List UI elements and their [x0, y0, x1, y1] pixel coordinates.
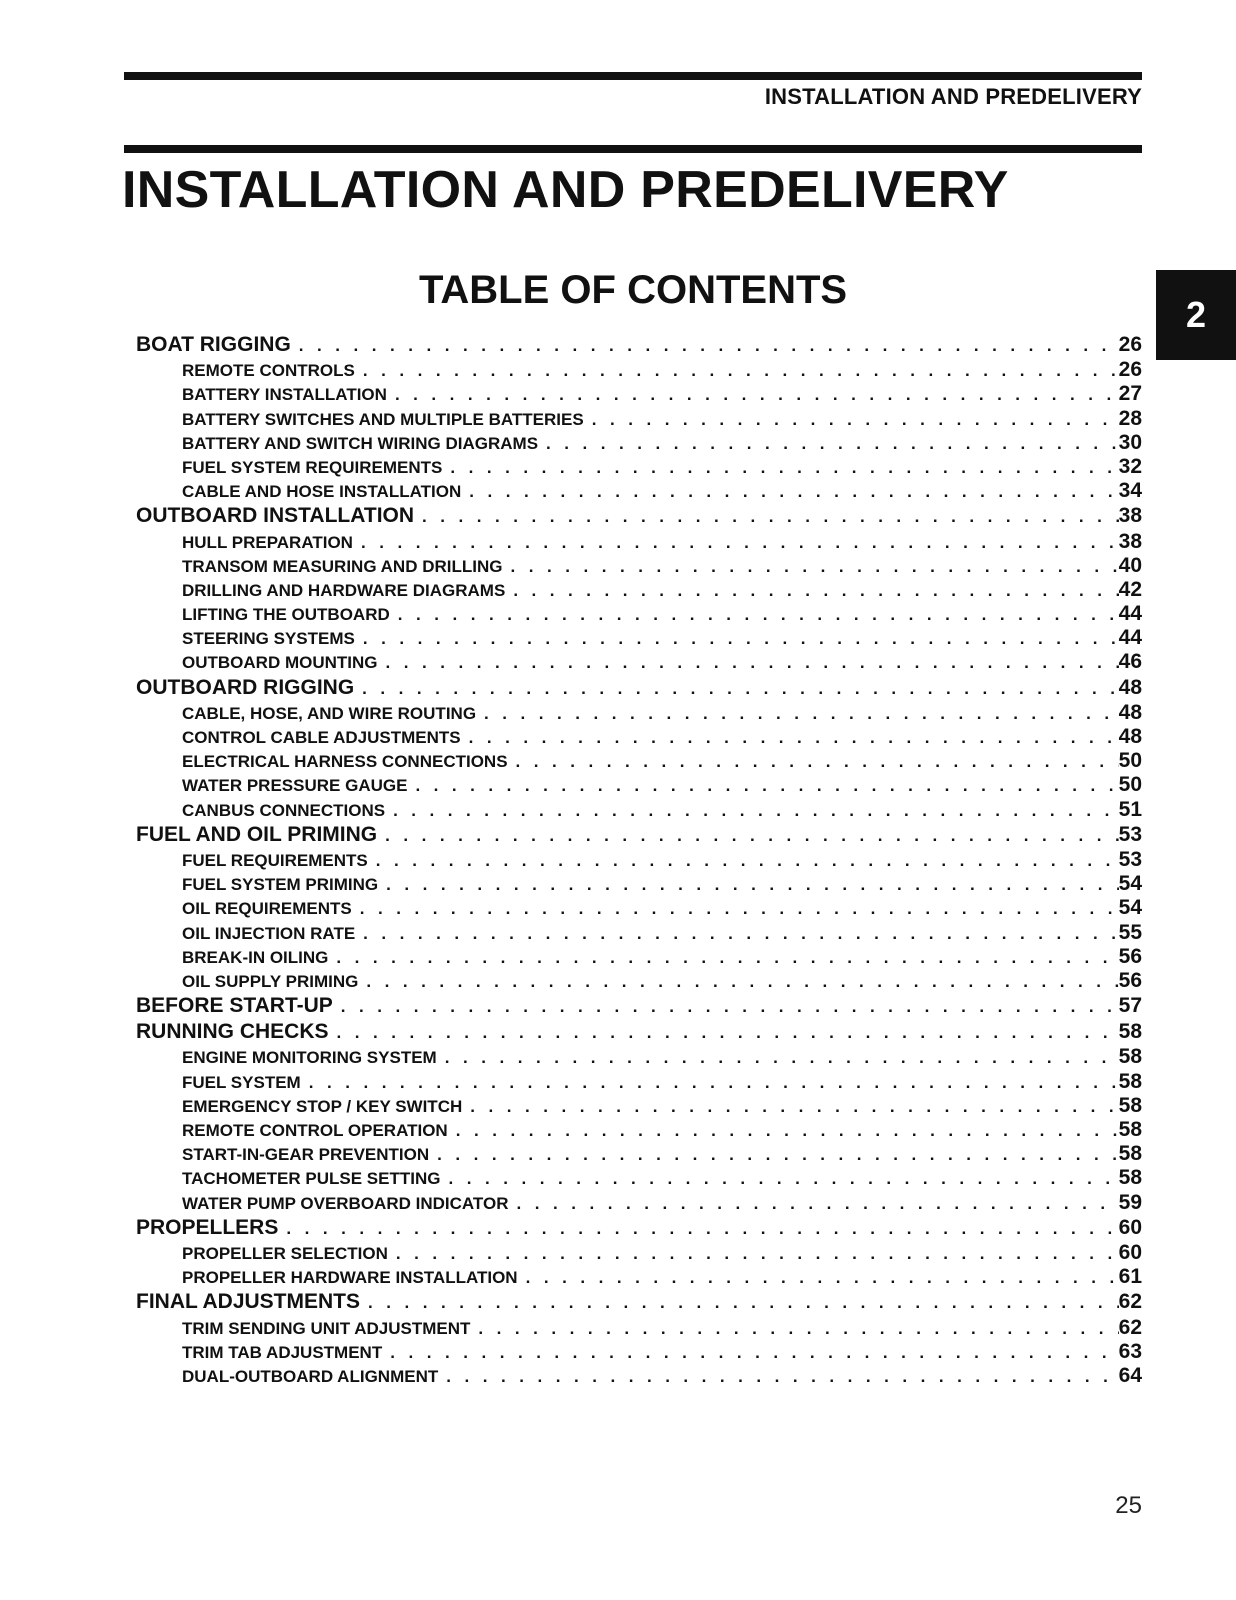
toc-subsection-entry[interactable] — [136, 1045, 1142, 1069]
toc-subsection-entry[interactable] — [136, 848, 1142, 872]
toc-entry-page: 58 — [1118, 1142, 1142, 1166]
toc-dot-leader — [341, 994, 1119, 1019]
toc-entry-page: 32 — [1118, 454, 1142, 478]
toc-dot-leader — [450, 456, 1118, 479]
toc-dot-leader — [395, 383, 1119, 406]
toc-entry-page: 58 — [1118, 1020, 1142, 1044]
toc-entry-label: PROPELLER HARDWARE INSTALLATION — [182, 1268, 518, 1288]
toc-entry-label: ENGINE MONITORING SYSTEM — [182, 1048, 437, 1068]
toc-entry-page: 26 — [1118, 358, 1142, 382]
toc-entry-page: 44 — [1118, 602, 1142, 626]
toc-entry-page: 26 — [1118, 333, 1142, 356]
toc-entry-label: FUEL REQUIREMENTS — [182, 850, 368, 870]
toc-dot-leader — [393, 799, 1119, 822]
toc-entry-page: 53 — [1118, 822, 1142, 846]
toc-entry-label: RUNNING CHECKS — [136, 1020, 329, 1044]
toc-dot-leader — [309, 1071, 1119, 1094]
toc-entry-page: 40 — [1118, 553, 1142, 577]
toc-dot-leader — [385, 823, 1119, 848]
toc-entry-page: 60 — [1118, 1240, 1142, 1264]
toc-entry-label: TRIM TAB ADJUSTMENT — [182, 1342, 383, 1362]
toc-entry-label: TRANSOM MEASURING AND DRILLING — [182, 556, 503, 576]
toc-entry-page: 59 — [1118, 1190, 1142, 1214]
toc-entry-page: 48 — [1118, 725, 1142, 748]
toc-entry-label: OUTBOARD RIGGING — [136, 675, 355, 699]
toc-entry-page: 55 — [1118, 920, 1142, 944]
toc-dot-leader — [592, 408, 1119, 431]
toc-entry-label: HULL PREPARATION — [182, 532, 353, 552]
toc-entry-page: 54 — [1118, 896, 1142, 920]
toc-subsection-entry[interactable] — [136, 1340, 1142, 1364]
toc-entry-page: 63 — [1118, 1339, 1142, 1363]
toc-entry-label: REMOTE CONTROLS — [182, 361, 355, 381]
toc-subsection-entry[interactable] — [136, 455, 1142, 479]
toc-dot-leader — [360, 897, 1119, 920]
toc-subsection-entry[interactable] — [136, 749, 1142, 773]
toc-dot-leader — [469, 726, 1119, 749]
toc-entry-page: 28 — [1118, 406, 1142, 430]
toc-entry-label: BEFORE START-UP — [136, 994, 333, 1018]
toc-entry-page: 61 — [1118, 1265, 1142, 1289]
toc-entry-label: OIL SUPPLY PRIMING — [182, 971, 359, 991]
toc-dot-leader — [299, 333, 1119, 358]
toc-subsection-entry[interactable] — [136, 1166, 1142, 1190]
toc-subsection-entry[interactable] — [136, 1241, 1142, 1265]
chapter-title: INSTALLATION AND PREDELIVERY — [122, 161, 1009, 219]
toc-entry-label: BOAT RIGGING — [136, 333, 291, 356]
toc-entry-page: 48 — [1118, 675, 1142, 699]
toc-entry-page: 56 — [1118, 944, 1142, 968]
toc-entry-label: WATER PRESSURE GAUGE — [182, 776, 408, 796]
toc-entry-page: 50 — [1118, 773, 1142, 797]
toc-subsection-entry[interactable] — [136, 407, 1142, 431]
toc-dot-leader — [396, 1242, 1119, 1265]
toc-entry-page: 50 — [1118, 749, 1142, 773]
toc-entry-label: BATTERY INSTALLATION — [182, 385, 387, 405]
toc-entry-page: 58 — [1118, 1045, 1142, 1069]
toc-entry-label: TRIM SENDING UNIT ADJUSTMENT — [182, 1318, 471, 1338]
toc-entry-page: 48 — [1118, 700, 1142, 724]
toc-entry-label: PROPELLERS — [136, 1215, 279, 1239]
toc-entry-label: FUEL SYSTEM — [182, 1072, 301, 1092]
toc-entry-label: OUTBOARD MOUNTING — [182, 653, 378, 673]
toc-dot-leader — [363, 359, 1119, 382]
toc-entry-label: TACHOMETER PULSE SETTING — [182, 1169, 441, 1189]
toc-entry-label: WATER PUMP OVERBOARD INDICATOR — [182, 1193, 509, 1213]
toc-dot-leader — [362, 676, 1118, 701]
toc-subsection-entry[interactable] — [136, 773, 1142, 797]
toc-subsection-entry[interactable] — [136, 798, 1142, 822]
toc-dot-leader — [336, 946, 1118, 969]
toc-dot-leader — [415, 774, 1118, 797]
toc-entry-label: DRILLING AND HARDWARE DIAGRAMS — [182, 580, 506, 600]
toc-dot-leader — [398, 603, 1119, 626]
toc-dot-leader — [484, 702, 1119, 725]
toc-heading: TABLE OF CONTENTS — [418, 268, 848, 312]
toc-section-entry[interactable] — [136, 675, 1142, 701]
toc-subsection-entry[interactable] — [136, 358, 1142, 382]
toc-entry-page: 38 — [1118, 504, 1142, 528]
toc-dot-leader — [445, 1046, 1119, 1069]
toc-dot-leader — [510, 555, 1118, 578]
toc-entry-page: 54 — [1118, 872, 1142, 896]
toc-entry-page: 58 — [1118, 1166, 1142, 1190]
toc-entry-label: FINAL ADJUSTMENTS — [136, 1290, 361, 1314]
toc-entry-page: 46 — [1118, 650, 1142, 674]
toc-entry-label: REMOTE CONTROL OPERATION — [182, 1121, 448, 1140]
toc-section-entry[interactable] — [136, 1215, 1142, 1241]
toc-subsection-entry[interactable] — [136, 650, 1142, 674]
toc-subsection-entry[interactable] — [136, 1118, 1142, 1142]
toc-subsection-entry[interactable] — [136, 382, 1142, 406]
toc-entry-label: OIL INJECTION RATE — [182, 923, 356, 943]
toc-subsection-entry[interactable] — [136, 479, 1142, 503]
toc-entry-page: 58 — [1118, 1093, 1142, 1117]
running-head: INSTALLATION AND PREDELIVERY — [764, 84, 1142, 109]
toc-subsection-entry[interactable] — [136, 626, 1142, 650]
toc-entry-label: CANBUS CONNECTIONS — [182, 800, 386, 820]
toc-entry-label: OIL REQUIREMENTS — [182, 899, 352, 919]
toc-dot-leader — [376, 849, 1119, 872]
toc-dot-leader — [361, 531, 1119, 554]
toc-subsection-entry[interactable] — [136, 1191, 1142, 1215]
toc-entry-label: DUAL-OUTBOARD ALIGNMENT — [182, 1366, 439, 1386]
toc-entry-label: CABLE AND HOSE INSTALLATION — [182, 482, 462, 502]
toc-subsection-entry[interactable] — [136, 1364, 1142, 1388]
toc-subsection-entry[interactable] — [136, 1265, 1142, 1289]
toc-entry-label: LIFTING THE OUTBOARD — [182, 605, 390, 625]
toc-entry-label: BREAK-IN OILING — [182, 947, 329, 967]
toc-entry-label: ELECTRICAL HARNESS CONNECTIONS — [182, 752, 508, 772]
toc-section-entry[interactable] — [136, 1289, 1142, 1315]
toc-subsection-entry[interactable] — [136, 578, 1142, 602]
title-rule — [124, 145, 1142, 153]
toc-subsection-entry[interactable] — [136, 1316, 1142, 1340]
toc-entry-page: 30 — [1118, 430, 1142, 454]
toc-entry-page: 38 — [1118, 529, 1142, 553]
toc-section-entry[interactable] — [136, 1019, 1142, 1045]
toc-dot-leader — [456, 1119, 1119, 1142]
toc-dot-leader — [385, 651, 1118, 674]
toc-entry-label: OUTBOARD INSTALLATION — [136, 504, 415, 528]
toc-subsection-entry[interactable] — [136, 701, 1142, 725]
toc-entry-page: 56 — [1118, 968, 1142, 992]
toc-section-entry[interactable] — [136, 822, 1142, 848]
toc-subsection-entry[interactable] — [136, 969, 1142, 993]
toc-section-entry[interactable] — [136, 993, 1142, 1019]
toc-subsection-entry[interactable] — [136, 1070, 1142, 1094]
toc-section-entry[interactable] — [136, 503, 1142, 529]
chapter-tab: 2 — [1156, 270, 1236, 360]
toc-dot-leader — [363, 627, 1119, 650]
toc-entry-label: STEERING SYSTEMS — [182, 629, 355, 649]
table-of-contents — [136, 332, 1142, 1388]
toc-dot-leader — [286, 1216, 1118, 1241]
toc-entry-page: 58 — [1118, 1118, 1142, 1141]
toc-section-entry[interactable] — [136, 332, 1142, 358]
page-number: 25 — [1115, 1492, 1142, 1519]
toc-entry-label: CABLE, HOSE, AND WIRE ROUTING — [182, 703, 477, 723]
toc-subsection-entry[interactable] — [136, 554, 1142, 578]
toc-entry-page: 60 — [1118, 1215, 1142, 1239]
toc-dot-leader — [366, 970, 1118, 993]
toc-subsection-entry[interactable] — [136, 431, 1142, 455]
toc-entry-page: 44 — [1118, 626, 1142, 650]
top-rule — [124, 72, 1142, 80]
toc-entry-label: PROPELLER SELECTION — [182, 1243, 388, 1263]
toc-entry-page: 51 — [1118, 797, 1142, 821]
toc-entry-page: 42 — [1118, 577, 1142, 601]
toc-subsection-entry[interactable] — [136, 725, 1142, 749]
toc-subsection-entry[interactable] — [136, 921, 1142, 945]
toc-entry-page: 34 — [1118, 479, 1142, 503]
toc-entry-page: 57 — [1118, 994, 1142, 1018]
toc-dot-leader — [437, 1143, 1119, 1166]
toc-dot-leader — [446, 1365, 1118, 1388]
toc-dot-leader — [469, 480, 1118, 503]
toc-dot-leader — [513, 579, 1118, 602]
toc-entry-label: FUEL AND OIL PRIMING — [136, 822, 378, 846]
toc-entry-page: 62 — [1118, 1290, 1142, 1314]
toc-entry-label: FUEL SYSTEM PRIMING — [182, 875, 379, 895]
toc-dot-leader — [516, 1192, 1118, 1215]
toc-entry-page: 64 — [1118, 1363, 1142, 1387]
toc-entry-page: 53 — [1118, 847, 1142, 871]
toc-dot-leader — [386, 873, 1118, 896]
toc-entry-label: EMERGENCY STOP / KEY SWITCH — [182, 1096, 463, 1116]
toc-subsection-entry[interactable] — [136, 896, 1142, 920]
toc-dot-leader — [546, 432, 1119, 455]
toc-dot-leader — [470, 1095, 1118, 1118]
toc-dot-leader — [516, 750, 1119, 773]
toc-dot-leader — [363, 922, 1118, 945]
toc-entry-label: BATTERY SWITCHES AND MULTIPLE BATTERIES — [182, 409, 584, 429]
toc-subsection-entry[interactable] — [136, 945, 1142, 969]
toc-dot-leader — [337, 1020, 1119, 1045]
toc-subsection-entry[interactable] — [136, 1094, 1142, 1118]
toc-entry-label: FUEL SYSTEM REQUIREMENTS — [182, 457, 443, 477]
toc-entry-label: START-IN-GEAR PREVENTION — [182, 1145, 430, 1165]
toc-dot-leader — [448, 1167, 1118, 1190]
toc-subsection-entry[interactable] — [136, 530, 1142, 554]
toc-entry-label: BATTERY AND SWITCH WIRING DIAGRAMS — [182, 433, 539, 453]
toc-subsection-entry[interactable] — [136, 1142, 1142, 1166]
toc-entry-page: 27 — [1118, 382, 1142, 406]
toc-entry-page: 58 — [1118, 1069, 1142, 1093]
toc-entry-label: CONTROL CABLE ADJUSTMENTS — [182, 728, 461, 747]
toc-subsection-entry[interactable] — [136, 872, 1142, 896]
toc-dot-leader — [368, 1290, 1119, 1315]
toc-dot-leader — [478, 1317, 1118, 1340]
toc-entry-page: 62 — [1118, 1315, 1142, 1339]
toc-dot-leader — [390, 1341, 1118, 1364]
toc-dot-leader — [526, 1266, 1119, 1289]
toc-subsection-entry[interactable] — [136, 602, 1142, 626]
toc-dot-leader — [422, 504, 1119, 529]
